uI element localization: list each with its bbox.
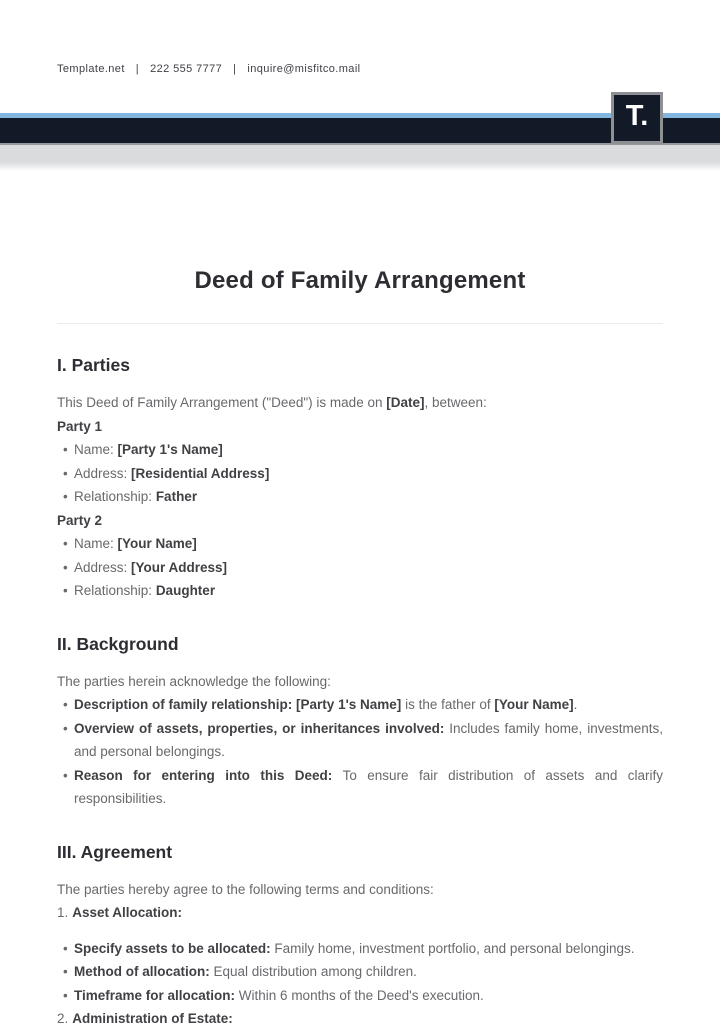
bullet-item	[63, 462, 663, 486]
document-title: Deed of Family Arrangement	[194, 267, 526, 294]
emphasized-text: Father	[155, 489, 198, 504]
text-run: Equal distribution among children.	[213, 964, 417, 979]
brand-band	[0, 100, 720, 171]
text-run: Name:	[74, 536, 118, 551]
text-run: .	[573, 697, 578, 712]
section-heading: II. Background	[57, 633, 179, 654]
bullet-item	[63, 532, 663, 556]
emphasized-text: [Your Address]	[131, 559, 228, 575]
logo-text: T.	[625, 100, 649, 132]
text-run: Within 6 months of the Deed's execution.	[238, 987, 484, 1003]
paragraph	[57, 391, 663, 415]
emphasized-text: Reason for entering into this Deed:	[74, 767, 343, 783]
emphasized-text: [Party 1's Name]	[296, 697, 402, 712]
subheading: Party 1	[57, 418, 103, 434]
text-run: Address:	[74, 559, 132, 575]
letterhead	[0, 0, 720, 171]
bullet-item	[63, 556, 663, 580]
emphasized-text: Description of family relationship:	[74, 697, 297, 712]
bullet-item	[63, 579, 663, 603]
phone-number: 222 555 7777	[150, 63, 223, 75]
emphasized-text: Daughter	[155, 583, 216, 598]
emphasized-text: Method of allocation:	[74, 964, 214, 979]
emphasized-text: [Your Name]	[494, 697, 574, 712]
bullet-item	[63, 937, 663, 961]
text-run: Name:	[74, 442, 118, 457]
emphasized-text: [Residential Address]	[131, 465, 270, 481]
item-label: Administration of Estate:	[72, 1011, 233, 1026]
text-run: To ensure fair distribution of assets and clarify responsibilities.	[74, 767, 663, 806]
bullet-item	[63, 764, 663, 811]
bullet-list	[57, 438, 663, 509]
gray-band	[0, 145, 720, 171]
text-run: This Deed of Family Arrangement ("Deed") is made on	[57, 395, 387, 410]
text-run: Relationship:	[74, 583, 156, 598]
bullet-list	[57, 937, 663, 1008]
item-label: Asset Allocation:	[72, 905, 183, 920]
text-run: Includes family home, investments, and personal belongings.	[74, 720, 663, 759]
section-parties	[57, 355, 663, 603]
title-divider	[57, 323, 663, 324]
numbered-item	[57, 901, 663, 925]
bullet-list	[57, 693, 663, 811]
paragraph	[57, 670, 663, 694]
section-heading: I. Parties	[57, 355, 130, 375]
separator: |	[233, 63, 237, 75]
text-run: Family home, investment portfolio, and personal belongings.	[274, 940, 635, 956]
emphasized-text: [Party 1's Name]	[117, 442, 223, 457]
text-run: , between:	[424, 395, 487, 410]
paragraph	[57, 878, 663, 902]
item-number: 2.	[57, 1011, 69, 1026]
text-run: The parties herein acknowledge the following:	[57, 673, 331, 689]
subheading: Party 2	[57, 512, 103, 528]
contact-info	[0, 0, 720, 75]
text-run: The parties hereby agree to the following terms and conditions:	[57, 881, 434, 897]
section-heading: III. Agreement	[57, 841, 173, 862]
bullet-item	[63, 693, 663, 717]
bullet-item	[63, 717, 663, 764]
text-run: Address:	[74, 465, 132, 481]
separator: |	[135, 63, 140, 75]
document-content	[0, 267, 720, 1031]
emphasized-text: Timeframe for allocation:	[74, 987, 239, 1003]
bullet-item	[63, 960, 663, 984]
emphasized-text: [Date]	[386, 395, 425, 410]
bullet-item	[63, 984, 663, 1008]
bullet-item	[63, 485, 663, 509]
emphasized-text: [Your Name]	[117, 536, 197, 551]
email-address: inquire@misfitco.mail	[247, 63, 361, 75]
text-run: Relationship:	[74, 489, 156, 504]
text-run: is the father of	[401, 697, 495, 712]
emphasized-text: Overview of assets, properties, or inheritances involved:	[74, 720, 450, 736]
bullet-list	[57, 532, 663, 603]
section-agreement	[57, 842, 663, 1031]
document-sections	[57, 355, 663, 1031]
item-number: 1.	[57, 905, 69, 920]
brand-logo	[611, 92, 663, 144]
bullet-item	[63, 438, 663, 462]
site-name: Template.net	[57, 63, 125, 75]
section-background	[57, 634, 663, 811]
emphasized-text: Specify assets to be allocated:	[74, 940, 275, 956]
